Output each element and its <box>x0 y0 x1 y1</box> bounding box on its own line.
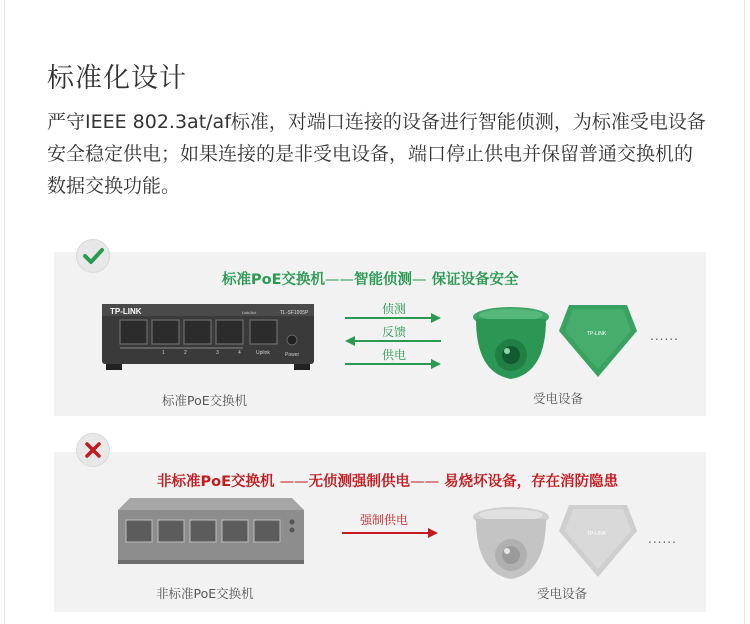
nonstandard-switch-caption: 非标准PoE交换机 <box>156 586 254 601</box>
description: 严守IEEE 802.3at/af标准，对端口连接的设备进行智能侦测，为标准受电设备安全稳定供电；如果连接的是非受电设备，端口停止供电并保留普通交换机的数据交换功能。 <box>47 111 706 197</box>
switch-model: TL-SF1005P <box>280 310 309 316</box>
arrow-label-detect: 侦测 <box>382 302 407 316</box>
ap-brand-nonstandard: TP-LINK <box>587 531 607 537</box>
switch-port-4: 4 <box>238 350 241 356</box>
force-power-arrow-icon <box>340 526 440 540</box>
cross-icon <box>77 434 109 466</box>
ap-brand-standard: TP-LINK <box>587 331 607 337</box>
more-devices-nonstandard: ...... <box>648 532 677 546</box>
arrow-feedback-head-icon <box>345 336 355 346</box>
page-title: 标准化设计 <box>47 63 187 94</box>
force-power-label: 强制供电 <box>360 513 409 527</box>
switch-uplink: Uplink <box>256 350 270 356</box>
standard-headline-sep1: —— <box>325 272 354 288</box>
switch-power: Power <box>285 352 300 358</box>
nonstandard-headline-sep1: —— <box>279 474 309 490</box>
arrow-feedback-left-icon <box>355 340 441 342</box>
access-point-gray-icon <box>557 501 639 581</box>
nonstandard-headline-sep2: —— <box>410 474 440 490</box>
standard-headline-c: 保证设备安全 <box>431 272 519 288</box>
arrow-power-head-icon <box>431 359 441 369</box>
switch-port-2: 2 <box>184 350 187 356</box>
camera-green-icon <box>470 303 552 383</box>
arrow-label-power: 供电 <box>382 348 407 362</box>
cross-badge <box>76 433 110 467</box>
standard-headline-b: 智能侦测 <box>354 272 412 288</box>
access-point-green-icon <box>557 301 639 381</box>
standard-switch-caption: 标准PoE交换机 <box>162 393 248 408</box>
nonstandard-headline-a: 非标准PoE交换机 <box>157 474 275 490</box>
standard-device-caption: 受电设备 <box>533 391 584 406</box>
camera-gray-icon <box>470 503 552 583</box>
arrow-detect-head-icon <box>431 313 441 323</box>
nonstandard-device-caption: 受电设备 <box>537 586 588 601</box>
switch-port-3: 3 <box>216 350 219 356</box>
switch-brand: TP-LINK <box>110 307 142 316</box>
arrow-detect-right-icon <box>345 317 431 319</box>
standard-headline <box>222 268 519 289</box>
standard-headline-a: 标准PoE交换机 <box>222 272 325 288</box>
checkmark-icon <box>77 240 109 272</box>
arrow-power-right-icon <box>345 363 431 365</box>
standard-switch-image <box>100 302 316 372</box>
nonstandard-headline <box>157 470 618 491</box>
switch-port-text: Link/Act <box>242 310 257 315</box>
check-badge <box>76 239 110 273</box>
nonstandard-headline-c: 易烧坏设备，存在消防隐患 <box>444 474 619 490</box>
switch-port-1: 1 <box>162 350 165 356</box>
arrow-label-feedback: 反馈 <box>382 325 407 339</box>
nonstandard-headline-b: 无侦测强制供电 <box>308 474 411 490</box>
more-devices-standard: ...... <box>650 329 679 343</box>
standard-headline-sep2: — <box>412 272 427 288</box>
standard-arrows <box>343 312 443 372</box>
nonstandard-switch-image <box>116 496 306 568</box>
